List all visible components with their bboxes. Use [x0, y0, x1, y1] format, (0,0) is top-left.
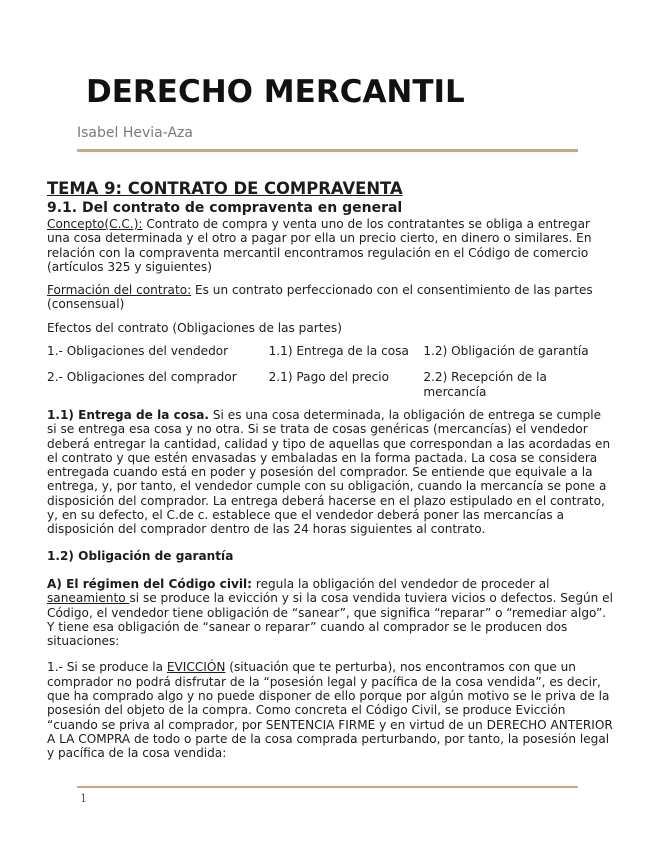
- entrega-text: Si es una cosa determinada, la obligación de entrega se cumple si se entrega esa cosa y no otra. Si se trata de cosas genéricas (mercancías) el vendedor deberá entregar la cantidad, calidad y tipo de aquellas que correspondan a las acordadas en el contrato y que estén envasadas y embaladas en la forma pactada. La cosa se considera entregada cuando está en poder y posesión del comprador. Se entiende que equivale a la entrega, y, por tanto, el vendedor cumple con su obligación, cuando la mercancía se pone a disposición del comprador. La entrega deberá hacerse en el plazo estipulado en el contrato, y, en su defecto, el C.de c. establece que el vendedor deberá poner las mercancías a disposición del comprador dentro de las 24 horas siguientes al contrato.: [47, 407, 611, 537]
- effects-obligation-2: 2.2) Recepción de la mercancía: [423, 370, 547, 399]
- eviccion-text-b: (situación que te perturba), nos encontramos con que un comprador no podrá disfrutar de la “posesión legal y pacífica de la cosa vendida”, es decir, que ha comprado algo y no puede disponer de ello porque por algún motivo se le priva de la posesión del objeto de la compra. Como concreta el Código Civil, se produce Evicción “cuando se priva al comprador, por SENTENCIA FIRME y en virtud de un DERECHO ANTERIOR A LA COMPRA de todo o parte de la cosa comprada perturbando, por tanto, la posesión legal y pacífica de la cosa vendida:: [47, 660, 613, 761]
- effects-row: [47, 344, 613, 358]
- entrega-paragraph: [47, 408, 613, 537]
- formacion-text: Es un contrato perfeccionado con el consentimiento de las partes (consensual): [47, 283, 593, 312]
- header-divider: [77, 149, 578, 152]
- concepto-paragraph: [47, 217, 613, 274]
- page-number: 1: [80, 792, 87, 805]
- document-title: DERECHO MERCANTIL: [86, 74, 465, 110]
- formacion-label: Formación del contrato:: [47, 283, 192, 298]
- document-author: Isabel Hevia-Aza: [77, 125, 193, 141]
- section-heading: 9.1. Del contrato de compraventa en general: [47, 200, 403, 216]
- saneamiento-term: saneamiento: [47, 591, 130, 606]
- effects-obligation-2: 1.2) Obligación de garantía: [423, 344, 589, 359]
- effects-obligation-1: 2.1) Pago del precio: [268, 370, 390, 385]
- effects-obligation-1: 1.1) Entrega de la cosa: [268, 344, 409, 359]
- regimen-label: A) El régimen del Código civil:: [47, 576, 253, 591]
- concepto-text: Contrato de compra y venta uno de los contratantes se obliga a entregar una cosa determinada y el otro a pagar por ella un precio cierto, en dinero o similares. En relación con la compraventa mercantil encontramos regulación en el Código de comercio (artículos 325 y siguientes): [47, 217, 592, 274]
- efectos-intro: Efectos del contrato (Obligaciones de las partes): [47, 320, 342, 335]
- entrega-label: 1.1) Entrega de la cosa.: [47, 407, 210, 422]
- eviccion-term: EVICCIÓN: [166, 660, 226, 675]
- formacion-paragraph: [47, 283, 613, 312]
- effects-party: 1.- Obligaciones del vendedor: [47, 344, 229, 359]
- eviccion-text-a: 1.- Si se produce la: [47, 660, 167, 675]
- document-body: [47, 179, 613, 770]
- garantia-heading: 1.2) Obligación de garantía: [47, 548, 234, 563]
- regimen-text-b: si se produce la evicción y si la cosa vendida tuviera vicios o defectos. Según el Código, el vendedor tiene obligación de “sanear”, que significa “reparar” o “remediar algo”. Y tiene esa obligación de “sanear o reparar” cuando al comprador se le producen dos situaciones:: [47, 591, 613, 649]
- effects-row: [47, 370, 613, 399]
- regimen-text-a: regula la obligación del vendedor de proceder al: [252, 576, 550, 591]
- eviccion-paragraph: [47, 660, 613, 760]
- chapter-heading: TEMA 9: CONTRATO DE COMPRAVENTA: [47, 179, 403, 198]
- concepto-label: Concepto(C.C.):: [47, 217, 143, 231]
- effects-party: 2.- Obligaciones del comprador: [47, 370, 237, 385]
- regimen-paragraph: [47, 577, 613, 648]
- footer-divider: [77, 786, 578, 788]
